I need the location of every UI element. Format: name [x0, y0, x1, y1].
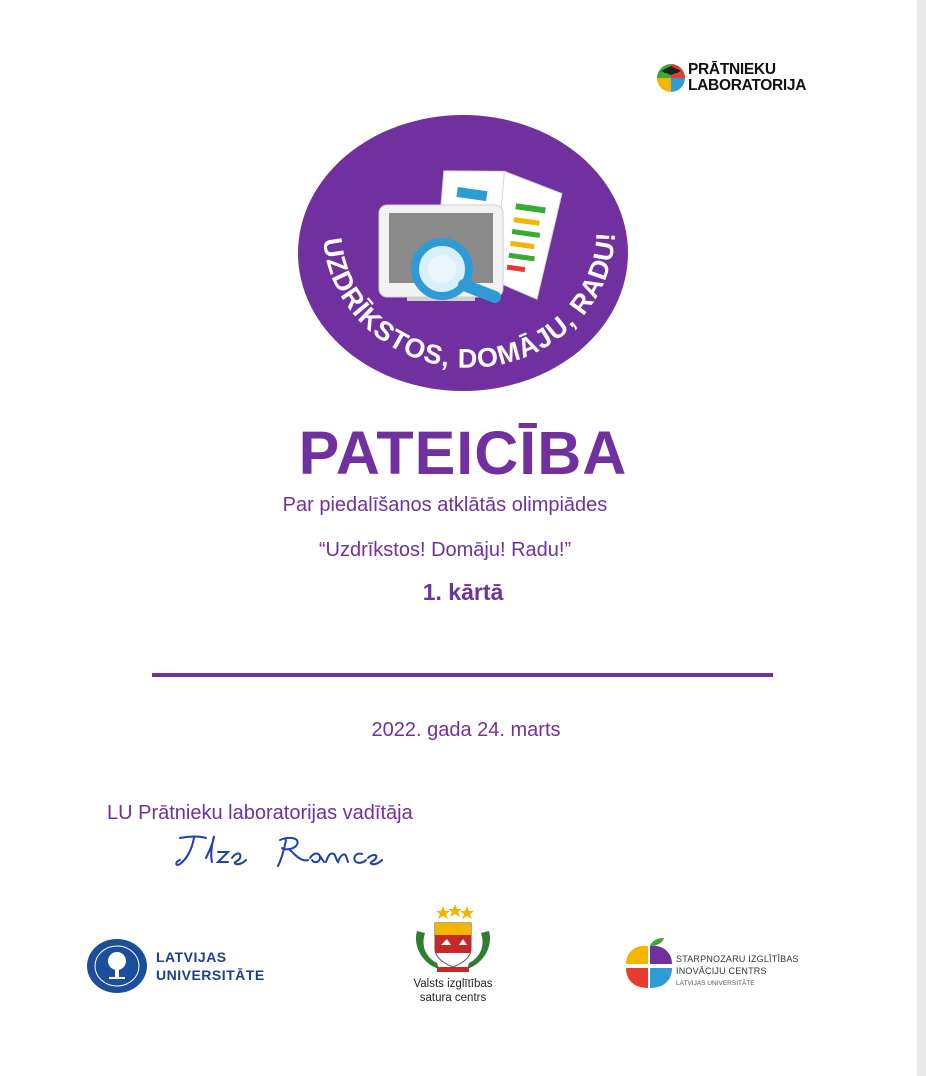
visc-line-1: Valsts izglītības	[413, 978, 493, 990]
apple-logo-icon	[624, 936, 674, 992]
lu-line-2: UNIVERSITĀTE	[156, 967, 265, 983]
brand-line-1: PRĀTNIEKU	[688, 61, 776, 78]
name-line	[152, 673, 773, 677]
visc-line-2: satura centrs	[419, 992, 487, 1004]
lu-line-1: LATVIJAS	[156, 949, 227, 965]
brand-text	[688, 62, 806, 94]
emblem-slogan: UZDRĪKSTOS, DOMĀJU, RADU!	[316, 230, 622, 374]
lu-logo	[86, 938, 296, 998]
brand-line-2: LABORATORIJA	[688, 77, 807, 94]
siic-line-2: INOVĀCIJU CENTRS	[676, 966, 767, 976]
participation-text: Par piedalīšanos atklātās olimpiādes	[282, 494, 608, 516]
page-edge	[917, 0, 926, 1076]
visc-text	[380, 977, 526, 1005]
round-label: 1. kārtā	[422, 579, 504, 605]
handwritten-signature	[170, 830, 390, 875]
siic-logo	[624, 936, 844, 996]
lu-seal-icon	[86, 938, 148, 994]
brand-mark-icon	[655, 62, 687, 94]
pratnieku-laboratorija-logo	[655, 60, 855, 100]
lu-text	[156, 948, 265, 984]
siic-line-3: LATVIJAS UNIVERSITĀTE	[676, 980, 755, 987]
coat-of-arms-icon	[407, 905, 499, 975]
visc-logo	[380, 905, 530, 1015]
signer-title: LU Prātnieku laboratorijas vadītāja	[107, 802, 413, 824]
olympiad-emblem	[295, 115, 631, 395]
siic-line-1: STARPNOZARU IZGLĪTĪBAS	[676, 954, 799, 964]
olympiad-name: “Uzdrīkstos! Domāju! Radu!”	[318, 539, 572, 561]
certificate-date: 2022. gada 24. marts	[371, 719, 561, 741]
certificate-title: PATEICĪBA	[298, 419, 628, 487]
